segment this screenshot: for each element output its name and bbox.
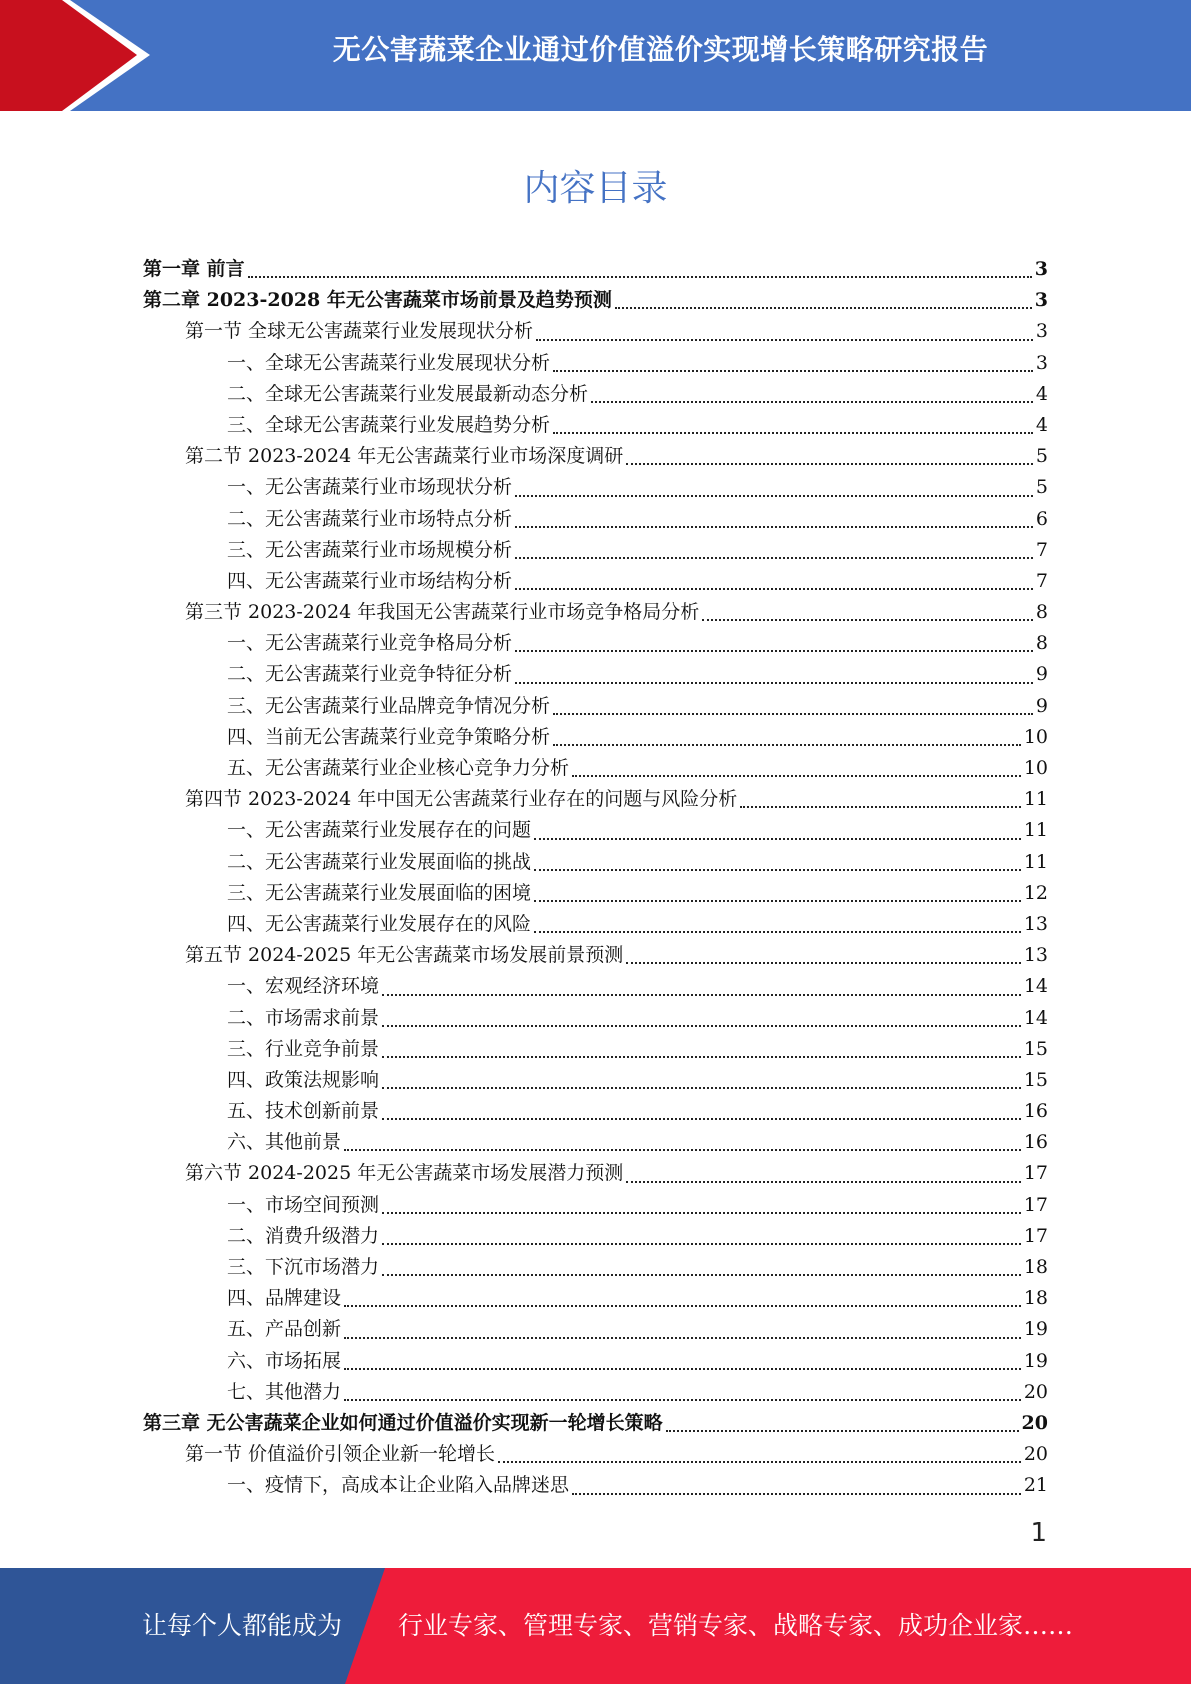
toc-entry[interactable] [143, 847, 1048, 878]
toc-heading: 内容目录 [523, 168, 668, 209]
toc-entry-title: 一、无公害蔬菜行业竞争格局分析 [227, 632, 513, 655]
toc-entry-page: 19 [1023, 1318, 1048, 1341]
dot-leader [382, 994, 1021, 996]
toc-entry-page: 14 [1023, 975, 1048, 998]
page-number: 1 [1030, 1518, 1047, 1548]
toc-entry[interactable] [143, 722, 1048, 753]
toc-entry-page: 16 [1023, 1100, 1048, 1123]
toc-entry-page: 7 [1035, 569, 1048, 592]
toc-entry[interactable] [143, 316, 1048, 347]
dot-leader [344, 1149, 1021, 1151]
dot-leader [382, 1025, 1021, 1027]
dot-leader [344, 1368, 1021, 1370]
toc-entry-title: 第二章 2023-2028 年无公害蔬菜市场前景及趋势预测 [143, 289, 612, 312]
dot-leader [536, 339, 1033, 341]
toc-entry-title: 七、其他潜力 [227, 1380, 342, 1403]
toc-entry-page: 20 [1023, 1443, 1048, 1466]
toc-entry[interactable] [143, 878, 1048, 909]
toc-entry-title: 五、无公害蔬菜行业企业核心竞争力分析 [227, 757, 570, 779]
toc-entry-page: 18 [1023, 1256, 1048, 1278]
toc-entry-page: 9 [1035, 663, 1048, 686]
toc-entry-page: 20 [1021, 1411, 1048, 1434]
toc-entry-page: 16 [1023, 1131, 1048, 1154]
toc-entry-page: 11 [1023, 850, 1048, 873]
toc-entry-title: 三、无公害蔬菜行业发展面临的困境 [227, 881, 532, 904]
toc-entry-title: 第五节 2024-2025 年无公害蔬菜市场发展前景预测 [185, 944, 624, 967]
toc-entry[interactable] [143, 815, 1048, 846]
toc-entry[interactable] [143, 909, 1048, 940]
dot-leader [534, 838, 1021, 840]
dot-leader [515, 588, 1033, 590]
toc-entry-page: 11 [1023, 788, 1048, 811]
toc-entry-title: 一、宏观经济环境 [227, 975, 380, 998]
footer-slogan-right: 行业专家、管理专家、营销专家、战略专家、成功企业家…… [398, 1611, 1074, 1640]
toc-entry-page: 10 [1023, 757, 1048, 779]
dot-leader [515, 526, 1033, 528]
toc-entry[interactable] [143, 659, 1048, 690]
dot-leader [534, 869, 1021, 871]
toc-entry[interactable] [143, 1314, 1048, 1345]
toc-entry-title: 五、产品创新 [227, 1318, 342, 1341]
toc-entry[interactable] [143, 1408, 1048, 1439]
toc-entry-title: 二、消费升级潜力 [227, 1224, 380, 1247]
toc-entry-title: 四、无公害蔬菜行业市场结构分析 [227, 569, 513, 592]
toc-entry-page: 17 [1023, 1193, 1048, 1216]
toc-entry[interactable] [143, 753, 1048, 784]
toc-entry[interactable] [143, 1221, 1048, 1252]
page-header [0, 0, 1191, 111]
toc-entry-page: 12 [1023, 881, 1048, 904]
toc-entry[interactable] [143, 784, 1048, 815]
toc-entry-title: 二、市场需求前景 [227, 1006, 380, 1029]
toc-entry[interactable] [143, 1346, 1048, 1377]
dot-leader [382, 1056, 1021, 1058]
toc-entry[interactable] [143, 940, 1048, 971]
page-footer [0, 1568, 1191, 1684]
toc-entry[interactable] [143, 1377, 1048, 1408]
toc-entry-title: 第六节 2024-2025 年无公害蔬菜市场发展潜力预测 [185, 1162, 624, 1185]
toc-entry-page: 7 [1035, 538, 1048, 561]
toc-entry-title: 二、无公害蔬菜行业发展面临的挑战 [227, 850, 532, 873]
toc-entry[interactable] [143, 410, 1048, 441]
toc-entry-title: 一、无公害蔬菜行业市场现状分析 [227, 476, 513, 499]
toc-entry-page: 21 [1023, 1474, 1048, 1497]
footer-slogan-left: 让每个人都能成为 [142, 1611, 343, 1640]
toc-entry-title: 第三节 2023-2024 年我国无公害蔬菜行业市场竞争格局分析 [185, 601, 700, 624]
toc-entry[interactable] [143, 971, 1048, 1002]
toc-entry-page: 17 [1023, 1162, 1048, 1185]
dot-leader [626, 463, 1033, 465]
dot-leader [553, 432, 1033, 434]
dot-leader [344, 1399, 1021, 1401]
toc-entry-title: 三、下沉市场潜力 [227, 1256, 380, 1278]
toc-entry-title: 四、当前无公害蔬菜行业竞争策略分析 [227, 725, 551, 748]
toc-entry-title: 四、政策法规影响 [227, 1068, 380, 1091]
toc-entry-title: 二、无公害蔬菜行业竞争特征分析 [227, 663, 513, 686]
toc-entry-title: 一、全球无公害蔬菜行业发展现状分析 [227, 351, 551, 374]
toc-entry-page: 18 [1023, 1287, 1048, 1310]
report-title: 无公害蔬菜企业通过价值溢价实现增长策略研究报告 [332, 33, 989, 66]
dot-leader [248, 276, 1032, 278]
toc-entry-page: 3 [1034, 289, 1048, 312]
toc-entry[interactable] [143, 285, 1048, 316]
toc-entry-page: 3 [1035, 351, 1048, 374]
toc-entry[interactable] [143, 379, 1048, 410]
toc-entry-title: 一、无公害蔬菜行业发展存在的问题 [227, 819, 532, 842]
toc-entry-title: 三、全球无公害蔬菜行业发展趋势分析 [227, 413, 551, 436]
dot-leader [553, 744, 1021, 746]
toc-entry-title: 第一节 全球无公害蔬菜行业发展现状分析 [185, 320, 534, 343]
toc-entry-page: 4 [1035, 382, 1048, 405]
toc-entry[interactable] [143, 628, 1048, 659]
toc-entry-page: 8 [1035, 601, 1048, 624]
toc-entry[interactable] [143, 1065, 1048, 1096]
dot-leader [572, 775, 1021, 777]
toc-entry-title: 第四节 2023-2024 年中国无公害蔬菜行业存在的问题与风险分析 [185, 788, 738, 811]
toc-entry-page: 11 [1023, 819, 1048, 842]
toc-entry-title: 六、市场拓展 [227, 1349, 342, 1372]
toc-entry-page: 15 [1023, 1068, 1048, 1091]
toc-entry[interactable] [143, 1096, 1048, 1127]
toc-entry-page: 3 [1034, 258, 1048, 280]
dot-leader [498, 1461, 1021, 1463]
toc-entry[interactable] [143, 1252, 1048, 1283]
toc-entry-page: 6 [1035, 507, 1048, 530]
toc-entry[interactable] [143, 1190, 1048, 1221]
toc-entry[interactable] [143, 1034, 1048, 1065]
toc-entry-page: 13 [1023, 944, 1048, 967]
toc-entry[interactable] [143, 1158, 1048, 1189]
toc-entry[interactable] [143, 504, 1048, 535]
toc-entry-page: 10 [1023, 725, 1048, 748]
toc-entry[interactable] [143, 1439, 1048, 1470]
dot-leader [534, 900, 1021, 902]
dot-leader [382, 1243, 1021, 1245]
toc-entry-page: 9 [1035, 694, 1048, 717]
toc-entry-title: 第一节 价值溢价引领企业新一轮增长 [185, 1443, 496, 1466]
dot-leader [382, 1118, 1021, 1120]
toc-entry[interactable] [143, 1470, 1048, 1501]
toc-entry[interactable] [143, 254, 1048, 285]
dot-leader [382, 1212, 1021, 1214]
toc-entry-page: 3 [1035, 320, 1048, 343]
toc-entry-page: 13 [1023, 912, 1048, 935]
toc-entry-page: 19 [1023, 1349, 1048, 1372]
toc-entry[interactable] [143, 597, 1048, 628]
toc-entry[interactable] [143, 1127, 1048, 1158]
toc-entry[interactable] [143, 535, 1048, 566]
dot-leader [572, 1493, 1021, 1495]
toc-entry-page: 5 [1035, 445, 1048, 468]
dot-leader [666, 1430, 1019, 1432]
toc-entry-title: 四、品牌建设 [227, 1287, 342, 1310]
toc-entry-title: 二、无公害蔬菜行业市场特点分析 [227, 507, 513, 530]
toc-entry-title: 六、其他前景 [227, 1131, 342, 1154]
dot-leader [344, 1305, 1021, 1307]
toc-entry-page: 14 [1023, 1006, 1048, 1029]
toc-entry-page: 15 [1023, 1037, 1048, 1060]
dot-leader [591, 401, 1033, 403]
dot-leader [702, 619, 1033, 621]
toc-entry[interactable] [143, 566, 1048, 597]
toc-entry-title: 三、无公害蔬菜行业品牌竞争情况分析 [227, 694, 551, 717]
dot-leader [382, 1087, 1021, 1089]
toc-entry-title: 第二节 2023-2024 年无公害蔬菜行业市场深度调研 [185, 445, 624, 468]
toc-entry-title: 五、技术创新前景 [227, 1100, 380, 1123]
toc-entry-page: 20 [1023, 1380, 1048, 1403]
dot-leader [344, 1337, 1021, 1339]
toc-entry[interactable] [143, 472, 1048, 503]
dot-leader [515, 650, 1033, 652]
dot-leader [740, 806, 1021, 808]
toc-entry-page: 4 [1035, 413, 1048, 436]
dot-leader [626, 962, 1021, 964]
toc-entry-title: 一、市场空间预测 [227, 1193, 380, 1216]
toc-entry-title: 一、疫情下，高成本让企业陷入品牌迷思 [227, 1474, 570, 1497]
table-of-contents [143, 254, 1048, 1502]
toc-entry[interactable] [143, 441, 1048, 472]
toc-entry-title: 三、行业竞争前景 [227, 1037, 380, 1060]
dot-leader [515, 495, 1033, 497]
dot-leader [626, 1181, 1021, 1183]
dot-leader [515, 557, 1033, 559]
dot-leader [534, 931, 1021, 933]
dot-leader [515, 682, 1033, 684]
toc-entry-title: 二、全球无公害蔬菜行业发展最新动态分析 [227, 382, 589, 405]
toc-entry-page: 17 [1023, 1224, 1048, 1247]
dot-leader [553, 713, 1033, 715]
toc-entry-title: 四、无公害蔬菜行业发展存在的风险 [227, 912, 532, 935]
toc-entry[interactable] [143, 1283, 1048, 1314]
dot-leader [382, 1274, 1021, 1276]
dot-leader [615, 307, 1032, 309]
toc-entry[interactable] [143, 348, 1048, 379]
toc-entry-page: 8 [1035, 632, 1048, 655]
toc-entry-title: 第三章 无公害蔬菜企业如何通过价值溢价实现新一轮增长策略 [143, 1411, 663, 1434]
toc-entry-title: 三、无公害蔬菜行业市场规模分析 [227, 538, 513, 561]
dot-leader [553, 370, 1033, 372]
toc-entry[interactable] [143, 1003, 1048, 1034]
toc-entry-title: 第一章 前言 [143, 258, 245, 280]
toc-entry[interactable] [143, 691, 1048, 722]
toc-entry-page: 5 [1035, 476, 1048, 499]
